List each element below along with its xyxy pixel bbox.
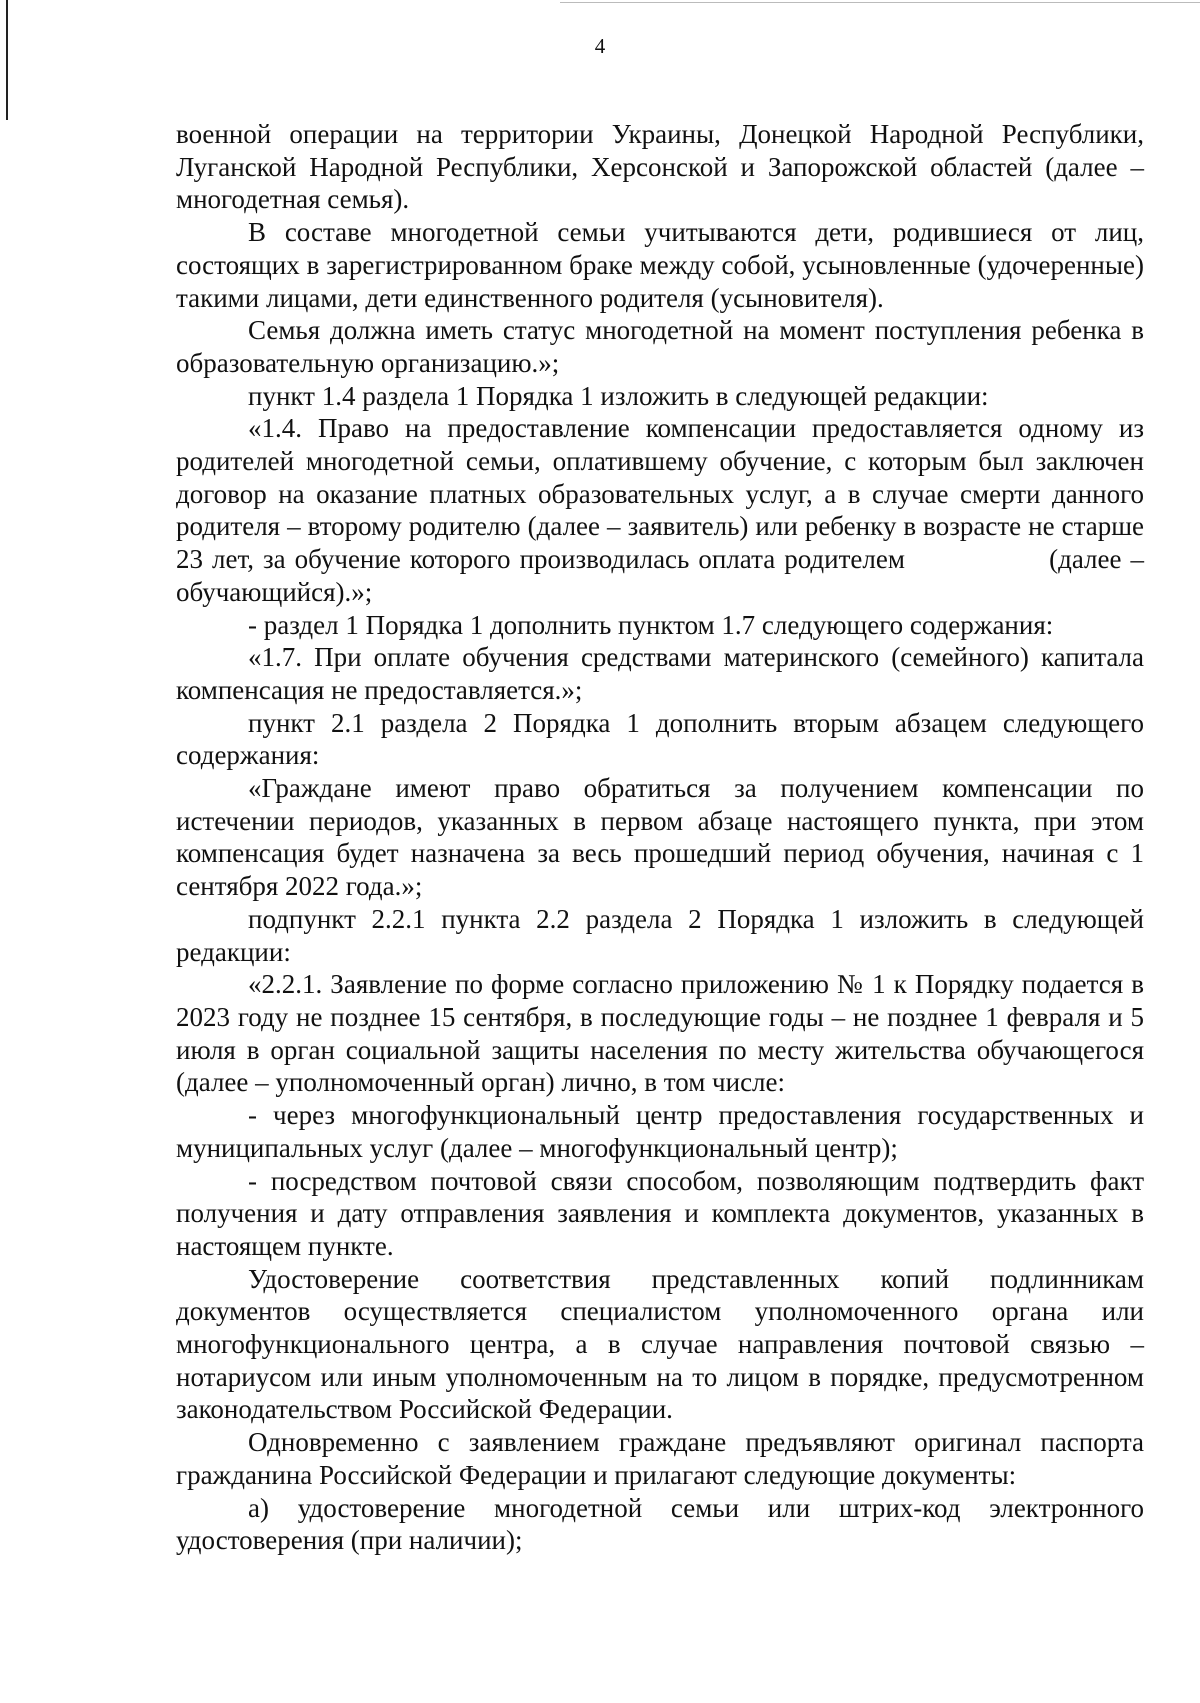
paragraph: «1.7. При оплате обучения средствами материнского (семейного) капитала компенсация не предоставляется.»; — [176, 642, 1144, 705]
paragraph: «Граждане имеют право обратиться за получением компенсации по истечении периодов, указанных в первом абзаце настоящего пункта, при этом компенсация будет назначена за весь прошедший период обучения, начиная с 1 сентября 2022 года.»; — [176, 773, 1144, 902]
paragraph: подпункт 2.2.1 пункта 2.2 раздела 2 Порядка 1 изложить в следующей редакции: — [176, 903, 1144, 967]
paragraph: Одновременно с заявлением граждане предъявляют оригинал паспорта гражданина Российской Федерации и прилагают следующие документы: — [176, 1427, 1144, 1490]
paragraph: - через многофункциональный центр предоставления государственных и муниципальных услуг (далее – многофункциональный центр); — [176, 1100, 1144, 1163]
paragraph: - посредством почтовой связи способом, позволяющим подтвердить факт получения и дату отправления заявления и комплекта документов, указанных в настоящем пункте. — [176, 1165, 1144, 1261]
paragraph: Семья должна иметь статус многодетной на момент поступления ребенка в образовательную организацию.»; — [176, 315, 1144, 378]
paragraph: а) удостоверение многодетной семьи или штрих-код электронного удостоверения (при наличии); — [176, 1492, 1144, 1556]
paragraph: - раздел 1 Порядка 1 дополнить пунктом 1.7 следующего содержания: — [248, 609, 1054, 640]
page-number: 4 — [594, 34, 606, 58]
paragraph: В составе многодетной семьи учитываются дети, родившиеся от лиц, состоящих в зарегистрированном браке между собой, усыновленные (удочеренные) такими лицами, дети единственного родителя (усыновителя). — [176, 217, 1144, 313]
scan-edge-top-line — [560, 2, 1200, 3]
document-body — [176, 118, 1151, 1557]
paragraph: «1.4. Право на предоставление компенсации предоставляется одному из родителей многодетной семьи, оплатившему обучение, с которым был заключен договор на оказание платных образовательных услуг, а в случае смерти данного родителя – второму родителю (далее – заявитель) или ребенку в возрасте не старше 23 лет, за обучение которого производилась оплата родителем (далее – обучающийся).»; — [176, 413, 1151, 607]
paragraph: «2.2.1. Заявление по форме согласно приложению № 1 к Порядку подается в 2023 году не позднее 15 сентября, в последующие годы – не позднее 1 февраля и 5 июля в орган социальной защиты населения по месту жительства обучающегося (далее – уполномоченный орган) лично, в том числе: — [176, 969, 1144, 1098]
paragraph: пункт 2.1 раздела 2 Порядка 1 дополнить вторым абзацем следующего содержания: — [176, 707, 1144, 771]
paragraph: военной операции на территории Украины, Донецкой Народной Республики, Луганской Народной Республики, Херсонской и Запорожской областей (далее – многодетная семья). — [176, 119, 1144, 215]
paragraph: Удостоверение соответствия представленных копий подлинникам документов осуществляется специалистом уполномоченного органа или многофункционального центра, а в случае направления почтовой связью – нотариусом или иным уполномоченным на то лицом в порядке, предусмотренном законодательством Российской Федерации. — [176, 1263, 1144, 1425]
scan-edge-line — [6, 0, 8, 120]
paragraph: пункт 1.4 раздела 1 Порядка 1 изложить в следующей редакции: — [248, 380, 989, 411]
